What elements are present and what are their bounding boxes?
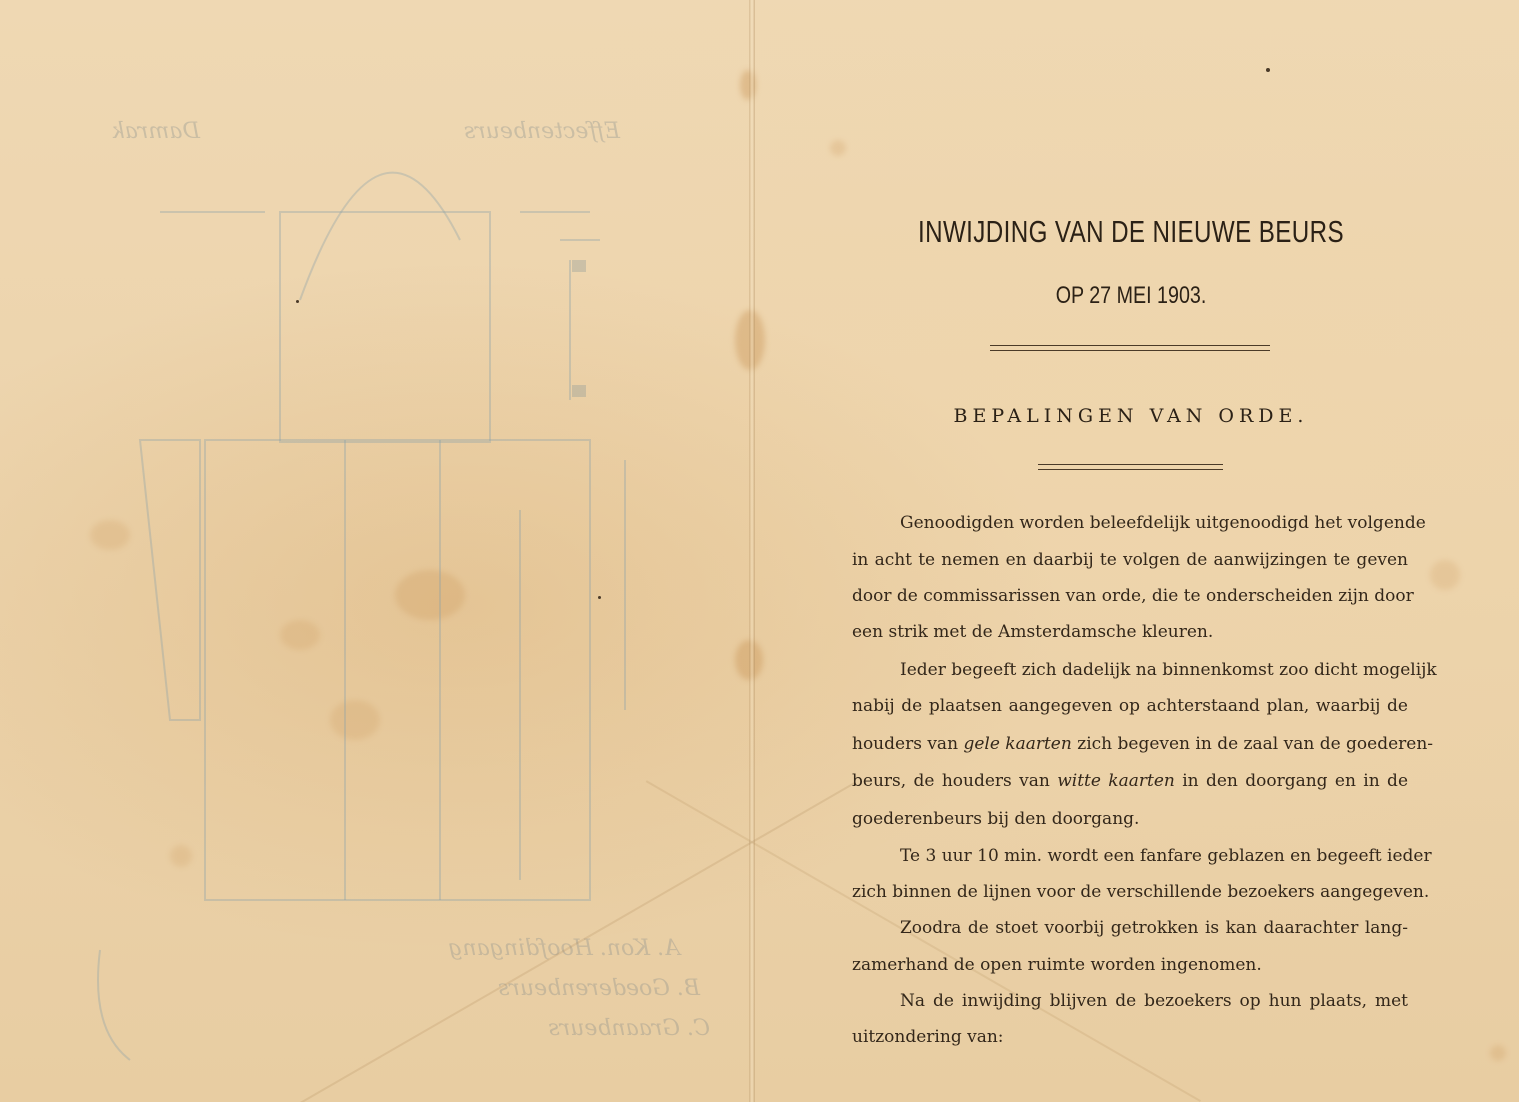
section-heading: BEPALINGEN VAN ORDE. bbox=[953, 405, 1309, 427]
svg-text:Damrak: Damrak bbox=[111, 119, 200, 144]
stain bbox=[830, 140, 846, 156]
svg-text:Effectenbeurs: Effectenbeurs bbox=[463, 119, 620, 144]
right-page-text bbox=[852, 0, 1437, 1102]
text-fragment: in den doorgang en in de bbox=[1182, 771, 1409, 791]
text-line: Na de inwijding blijven de bezoekers op hun plaats, met bbox=[900, 991, 1408, 1011]
text-line: Zoodra de stoet voorbij getrokken is kan daarachter lang- bbox=[900, 918, 1408, 938]
stain bbox=[1430, 560, 1460, 590]
text-line: Genoodigden worden beleefdelijk uitgenoodigd het volgende bbox=[900, 513, 1426, 533]
text-line: Ieder begeeft zich dadelijk na binnenkomst zoo dicht mogelijk bbox=[900, 660, 1437, 680]
emphasis-white-cards: witte kaarten bbox=[1057, 771, 1175, 791]
text-line bbox=[852, 734, 1434, 754]
text-line bbox=[852, 771, 1408, 791]
text-line: nabij de plaatsen aangegeven op achterstaand plan, waarbij de bbox=[852, 696, 1408, 716]
text-line: door de commissarissen van orde, die te onderscheiden zijn door bbox=[852, 586, 1414, 606]
bleed-through-plan bbox=[0, 0, 750, 1102]
double-rule-divider bbox=[990, 345, 1270, 351]
text-line: Te 3 uur 10 min. wordt een fanfare geblazen en begeeft ieder bbox=[900, 846, 1432, 866]
emphasis-yellow-cards: gele kaarten bbox=[963, 734, 1072, 754]
text-fragment: beurs, de houders van bbox=[852, 771, 1050, 791]
double-rule-divider bbox=[1038, 464, 1223, 470]
svg-text:A. Kon. Hoofdingang: A. Kon. Hoofdingang bbox=[448, 936, 680, 961]
text-line: zamerhand de open ruimte worden ingenomen. bbox=[852, 955, 1262, 975]
text-fragment: zich begeven in de zaal van de goederen- bbox=[1077, 734, 1434, 754]
reverse-side-plan-drawing bbox=[0, 0, 750, 1102]
center-fold bbox=[749, 0, 755, 1102]
text-line: uitzondering van: bbox=[852, 1027, 1004, 1047]
document-title: INWIJDING VAN DE NIEUWE BEURS bbox=[917, 214, 1344, 249]
ink-speck bbox=[598, 596, 601, 599]
ink-speck bbox=[296, 300, 299, 303]
svg-text:B. Goederenbeurs: B. Goederenbeurs bbox=[498, 976, 700, 1001]
text-fragment: houders van bbox=[852, 734, 959, 754]
text-line: in acht te nemen en daarbij te volgen de aanwijzingen te geven bbox=[852, 550, 1408, 570]
stain bbox=[1490, 1045, 1506, 1061]
text-line: goederenbeurs bij den doorgang. bbox=[852, 809, 1140, 829]
ink-speck bbox=[1266, 68, 1270, 72]
svg-text:C. Graanbeurs: C. Graanbeurs bbox=[548, 1016, 710, 1041]
text-line: zich binnen de lijnen voor de verschillende bezoekers aangegeven. bbox=[852, 882, 1430, 902]
date-line: OP 27 MEI 1903. bbox=[1055, 282, 1207, 309]
text-line: een strik met de Amsterdamsche kleuren. bbox=[852, 622, 1214, 642]
